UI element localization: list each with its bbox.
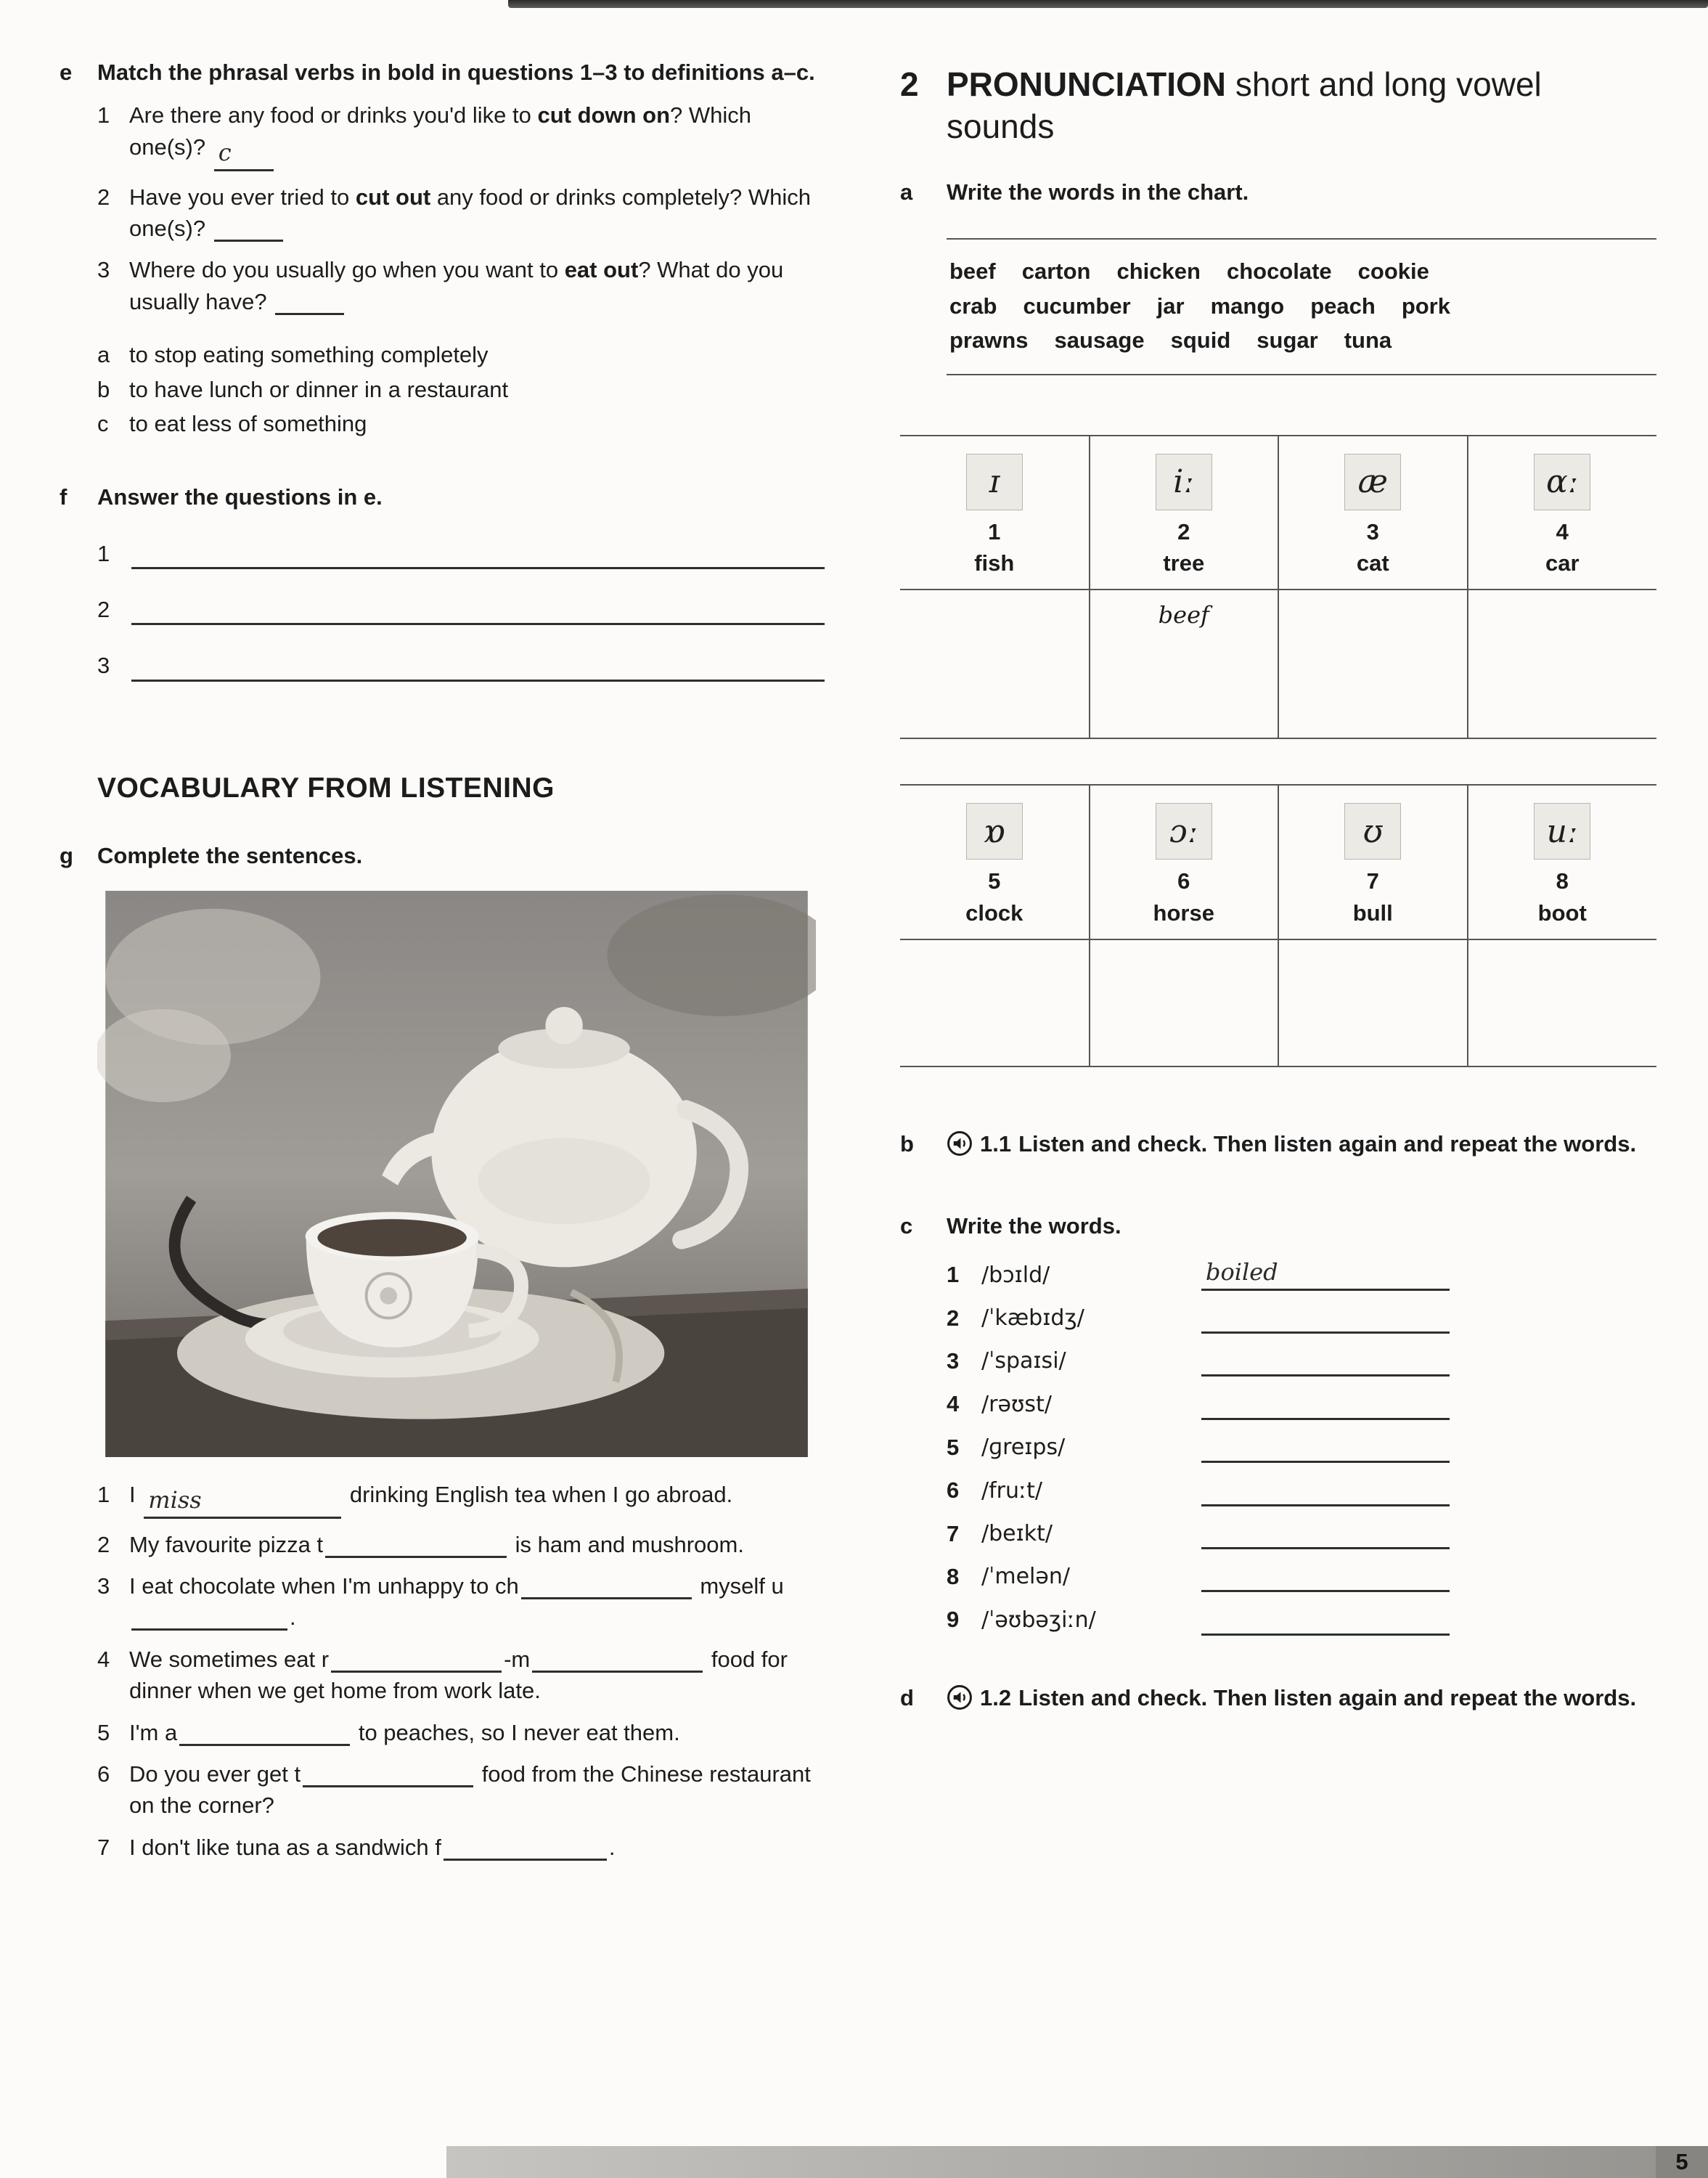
definition-letter: c (97, 410, 109, 436)
item-number: 4 (947, 1391, 960, 1417)
sentence-text: I eat chocolate when I'm unhappy to ch myself u. (129, 1573, 784, 1631)
pool-word: tuna (1344, 327, 1392, 354)
item-number: 1 (947, 1262, 960, 1288)
answer-blank[interactable] (131, 594, 825, 625)
answer-blank[interactable] (532, 1646, 703, 1673)
answer-line-1 (97, 538, 830, 569)
answer-blank[interactable] (1201, 1393, 1450, 1420)
pool-word: peach (1310, 293, 1376, 319)
answer-blank[interactable] (1201, 1565, 1450, 1592)
ipa-transcription: /ˈkæbɪdʒ/ (981, 1305, 1084, 1331)
sentence-number: 7 (97, 1834, 110, 1860)
chart-answer-cell[interactable] (1278, 939, 1468, 1066)
exercise-g (60, 840, 830, 1873)
definition-c (97, 408, 830, 439)
phonetic-item-6 (947, 1475, 1656, 1506)
exercise-letter: b (900, 1131, 914, 1157)
sound-number: 6 (1177, 868, 1190, 894)
question-number: 1 (97, 102, 110, 129)
exercise-a-instruction: Write the words in the chart. (947, 179, 1249, 205)
sound-number: 4 (1556, 518, 1569, 544)
audio-track-number: 1.1 (980, 1131, 1012, 1157)
chart-answer-cell[interactable] (1468, 939, 1657, 1066)
sentence-number: 2 (97, 1531, 110, 1557)
pool-word: sugar (1257, 327, 1318, 354)
pool-word: mango (1210, 293, 1285, 319)
question-1 (97, 99, 830, 171)
answer-blank[interactable] (521, 1573, 692, 1599)
bull-icon: ʊ (1344, 803, 1401, 860)
section-subtitle: short and long vowel sounds (947, 65, 1542, 145)
chart-answer: beef (1158, 601, 1209, 629)
exercise-letter: c (900, 1212, 913, 1239)
answer-blank[interactable] (1201, 1436, 1450, 1463)
pool-word: squid (1170, 327, 1231, 354)
definition-a (97, 339, 830, 370)
question-number: 3 (97, 257, 110, 283)
pool-word: jar (1156, 293, 1185, 319)
exercise-c (900, 1210, 1656, 1647)
answer-blank[interactable] (1201, 1350, 1450, 1376)
boot-icon: uː (1534, 803, 1590, 860)
phonetic-item-5 (947, 1432, 1656, 1463)
item-number: 8 (947, 1564, 960, 1590)
exercise-letter: f (60, 484, 68, 510)
exercise-letter: d (900, 1684, 914, 1710)
sound-label: clock (965, 900, 1023, 926)
word-pool (947, 238, 1656, 375)
item-number: 6 (947, 1477, 960, 1504)
definition-text: to have lunch or dinner in a restaurant (129, 376, 509, 402)
item-number: 5 (947, 1434, 960, 1460)
chart-cell-car (1468, 436, 1657, 590)
pool-word: chicken (1116, 258, 1201, 285)
page-number (1656, 2146, 1708, 2178)
exercise-letter: a (900, 179, 913, 205)
answer-line-3 (97, 650, 830, 681)
answer-blank[interactable] (325, 1531, 507, 1558)
exercise-a (900, 176, 1656, 208)
phonetic-item-8 (947, 1561, 1656, 1592)
answer-blank[interactable] (131, 650, 825, 682)
pool-word: crab (949, 293, 997, 319)
cat-icon: æ (1344, 454, 1401, 510)
answer-blank[interactable] (214, 215, 283, 242)
vowel-chart-2 (900, 784, 1656, 1067)
section-header (900, 64, 1656, 147)
audio-icon (947, 1130, 973, 1165)
ipa-transcription: /bɔɪld/ (981, 1262, 1050, 1288)
sentence-6 (97, 1758, 830, 1822)
phonetic-list (947, 1256, 1656, 1636)
ipa-transcription: /fruːt/ (981, 1477, 1042, 1504)
scan-artifact-top (508, 0, 1708, 8)
sound-label: car (1545, 550, 1580, 576)
answer-blank[interactable] (1201, 1522, 1450, 1549)
chart-cell-horse (1090, 785, 1279, 939)
audio-track-number: 1.2 (980, 1684, 1012, 1710)
item-number: 3 (947, 1348, 960, 1374)
sentence-text: I don't like tuna as a sandwich f . (129, 1834, 616, 1860)
right-column (900, 64, 1656, 1718)
ipa-transcription: /rəʊst/ (981, 1391, 1052, 1417)
question-text: Are there any food or drinks you'd like to cut down on? Which one(s)? c (129, 99, 830, 171)
item-number: 2 (947, 1305, 960, 1331)
pool-word: beef (949, 258, 996, 285)
line-number: 3 (97, 653, 110, 679)
sound-label: horse (1153, 900, 1214, 926)
sentence-text: Do you ever get t food from the Chinese restaurant on the corner? (129, 1761, 811, 1819)
exercise-d-instruction: Listen and check. Then listen again and repeat the words. (1018, 1684, 1637, 1710)
answer-blank[interactable] (1201, 1307, 1450, 1334)
answer-blank[interactable]: boiled (1201, 1256, 1450, 1291)
section-number: 2 (900, 65, 919, 103)
definition-letter: b (97, 376, 110, 402)
question-3 (97, 254, 830, 317)
chart-cell-fish (900, 436, 1090, 590)
audio-icon (947, 1684, 973, 1718)
pool-word: cucumber (1023, 293, 1131, 319)
sentence-list (97, 1479, 830, 1863)
exercise-e (60, 57, 830, 442)
exercise-letter: e (60, 60, 73, 85)
item-number: 9 (947, 1607, 960, 1633)
sound-number: 5 (988, 868, 1001, 894)
sentence-text: I miss drinking English tea when I go abroad. (129, 1479, 830, 1519)
sentence-number: 4 (97, 1646, 110, 1672)
answer-blank[interactable] (1201, 1480, 1450, 1506)
sentence-text: My favourite pizza t is ham and mushroom. (129, 1531, 744, 1557)
sound-number: 1 (988, 518, 1001, 544)
sentence-number: 1 (97, 1481, 110, 1507)
ipa-transcription: /beɪkt/ (981, 1521, 1053, 1547)
pool-word: pork (1401, 293, 1450, 319)
sound-label: fish (974, 550, 1015, 576)
ipa-transcription: /ˈspaɪsi/ (981, 1348, 1066, 1374)
answer-blank[interactable] (179, 1719, 350, 1746)
sound-number: 8 (1556, 868, 1569, 894)
sentence-5 (97, 1717, 830, 1748)
tea-photo (97, 891, 816, 1457)
answer-blank[interactable] (131, 1604, 287, 1631)
sound-number: 3 (1366, 518, 1379, 544)
phonetic-item-1 (947, 1256, 1656, 1291)
sound-label: boot (1537, 900, 1587, 926)
question-text: Have you ever tried to cut out any food or drinks completely? Which one(s)? (129, 184, 811, 241)
answer-blank[interactable]: miss (144, 1484, 341, 1519)
page-number-text: 5 (1675, 2149, 1688, 2175)
chart-answer-cell[interactable] (1278, 590, 1468, 738)
definition-text: to stop eating something completely (129, 342, 489, 368)
definition-text: to eat less of something (129, 410, 367, 436)
answer-line-2 (97, 594, 830, 625)
vowel-chart-1 (900, 435, 1656, 740)
pool-word: cookie (1357, 258, 1429, 285)
exercise-f-instruction: Answer the questions in e. (97, 484, 383, 510)
phonetic-item-7 (947, 1518, 1656, 1549)
chart-cell-bull (1278, 785, 1468, 939)
pool-word: prawns (949, 327, 1029, 354)
chart-answer-cell[interactable] (1468, 590, 1657, 738)
exercise-d (900, 1682, 1656, 1718)
exercise-f (60, 481, 830, 706)
sentence-7 (97, 1832, 830, 1863)
exercise-g-instruction: Complete the sentences. (97, 843, 363, 869)
car-icon: ɑː (1534, 454, 1590, 510)
chart-answer-cell[interactable] (900, 939, 1090, 1066)
sentence-number: 3 (97, 1573, 110, 1599)
exercise-c-instruction: Write the words. (947, 1212, 1121, 1239)
exercise-letter: g (60, 843, 73, 869)
sentence-2 (97, 1529, 830, 1560)
horse-icon: ɔː (1156, 803, 1212, 860)
tree-icon: iː (1156, 454, 1212, 510)
question-number: 2 (97, 184, 110, 210)
answer-blank[interactable] (303, 1761, 473, 1787)
chart-cell-clock (900, 785, 1090, 939)
chart-cell-tree (1090, 436, 1279, 590)
phonetic-item-4 (947, 1388, 1656, 1419)
sentence-1 (97, 1479, 830, 1519)
exercise-b (900, 1128, 1656, 1165)
footer-band (446, 2146, 1708, 2178)
sound-label: bull (1352, 900, 1393, 926)
chart-answer-cell[interactable] (1090, 939, 1279, 1066)
phonetic-item-2 (947, 1302, 1656, 1334)
pool-word: sausage (1054, 327, 1145, 354)
ipa-transcription: /ˈmelən/ (981, 1564, 1070, 1590)
definition-letter: a (97, 342, 110, 368)
chart-cell-cat (1278, 436, 1468, 590)
sentence-3 (97, 1570, 830, 1634)
pool-word: carton (1021, 258, 1091, 285)
answer-blank[interactable] (444, 1834, 607, 1861)
ipa-transcription: /ˈəʊbəʒiːn/ (981, 1607, 1096, 1633)
clock-icon: ɒ (966, 803, 1023, 860)
phonetic-item-9 (947, 1604, 1656, 1635)
phonetic-item-3 (947, 1345, 1656, 1376)
definitions-list (97, 339, 830, 439)
answer-blank[interactable]: c (214, 136, 274, 171)
question-text: Where do you usually go when you want to eat out? What do you usually have? (129, 257, 784, 314)
question-2 (97, 182, 830, 245)
ipa-transcription: /ɡreɪps/ (981, 1435, 1066, 1461)
answer-blank[interactable] (131, 538, 825, 569)
pool-word: chocolate (1226, 258, 1332, 285)
chart-cell-boot (1468, 785, 1657, 939)
left-column (60, 57, 830, 1873)
exercise-e-instruction: Match the phrasal verbs in bold in questions 1–3 to definitions a–c. (97, 60, 815, 85)
answer-blank[interactable] (275, 288, 344, 315)
definition-b (97, 374, 830, 405)
exercise-b-instruction: Listen and check. Then listen again and repeat the words. (1018, 1131, 1637, 1157)
chart-answer-cell[interactable] (1090, 590, 1279, 738)
sound-label: cat (1356, 550, 1389, 576)
sound-label: tree (1163, 550, 1205, 576)
sentence-text: I'm a to peaches, so I never eat them. (129, 1719, 680, 1745)
item-number: 7 (947, 1520, 960, 1546)
answer-blank[interactable] (331, 1646, 502, 1673)
chart-answer-cell[interactable] (900, 590, 1090, 738)
section-title: PRONUNCIATION (947, 65, 1227, 103)
line-number: 1 (97, 540, 110, 566)
sound-number: 7 (1366, 868, 1379, 894)
sentence-4 (97, 1644, 830, 1707)
sentence-text: We sometimes eat r -m food for dinner when we get home from work late. (129, 1646, 788, 1704)
sentence-number: 6 (97, 1761, 110, 1787)
sentence-number: 5 (97, 1719, 110, 1745)
vocabulary-heading: VOCABULARY FROM LISTENING (97, 772, 555, 804)
line-number: 2 (97, 597, 110, 623)
sound-number: 2 (1177, 518, 1190, 544)
answer-blank[interactable] (1201, 1609, 1450, 1636)
fish-icon: ɪ (966, 454, 1023, 510)
